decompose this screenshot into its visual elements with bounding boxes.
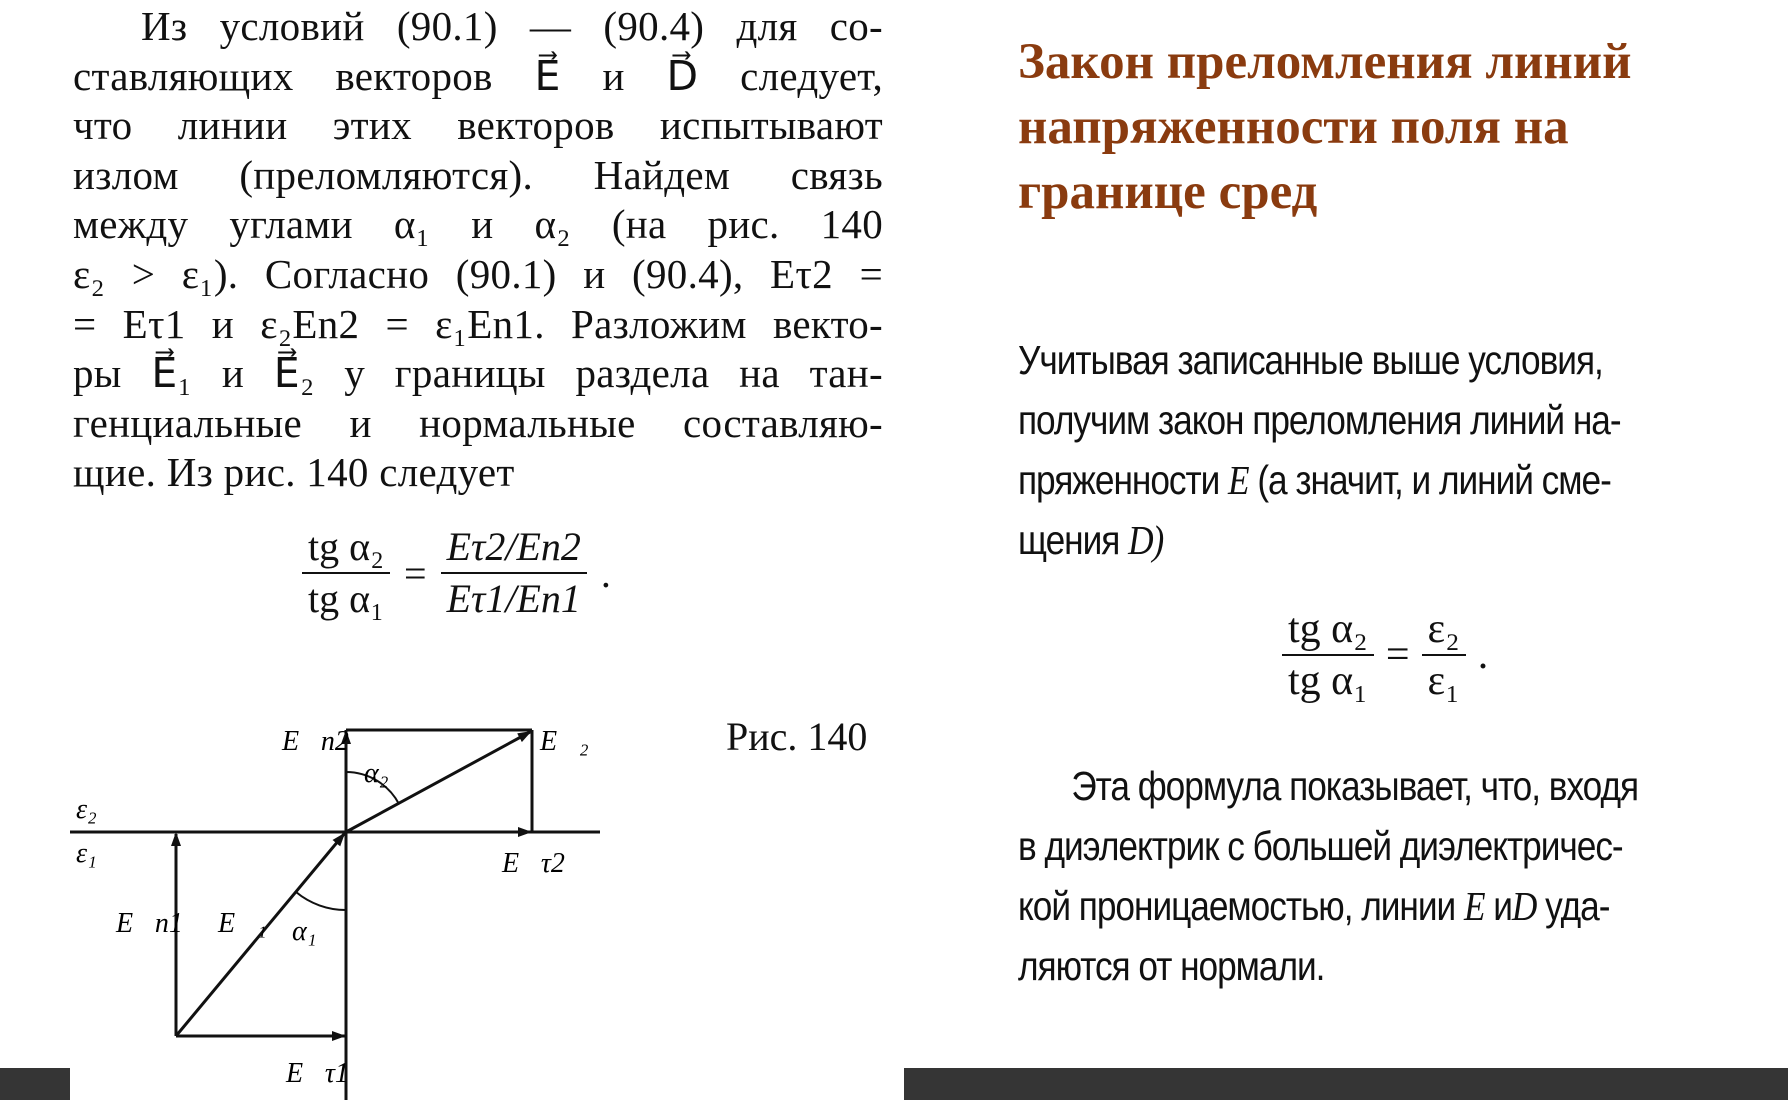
label-eps2: ε₂	[76, 794, 97, 825]
symbol-E-2: E	[1463, 883, 1485, 929]
left-text-line-7: = Eτ1 и ε₂En2 = ε₁En1. Разложим векто-	[73, 300, 883, 347]
label-E2: E⃗₂	[540, 726, 589, 757]
left-text-line-1: Из условий (90.1) — (90.4) для со-	[141, 3, 883, 49]
intro-line-3	[1018, 450, 1653, 510]
left-formula-equals: =	[404, 550, 427, 596]
intro-line-3a: пряженности	[1018, 457, 1220, 503]
left-text-line-5: между углами α₁ и α₂ (на рис. 140	[73, 201, 883, 248]
intro-line-4	[1018, 510, 1653, 570]
symbol-D: D)	[1128, 517, 1164, 563]
intro-line-1: Учитывая записанные выше условия,	[1018, 337, 1603, 383]
conclusion-line-4: ляются от нормали.	[1018, 943, 1325, 989]
refraction-figure	[60, 700, 620, 1100]
left-text-line-9: генциальные и нормальные составляю-	[73, 399, 883, 446]
left-formula-rhs-num: Eτ2/En2	[446, 524, 581, 569]
label-alpha1: α₁	[292, 916, 317, 947]
right-formula-period: .	[1477, 632, 1489, 678]
bottom-bar-left	[0, 1068, 70, 1100]
conclusion-and: и	[1493, 883, 1512, 929]
figure-caption: Рис. 140	[726, 714, 868, 759]
left-text-line-2: ставляющих векторов E⃗ и D⃗ следует,	[73, 52, 883, 99]
label-E1: E⃗₁	[218, 908, 267, 939]
right-formula	[1282, 604, 1488, 706]
left-text-line-3: что линии этих векторов испытывают	[73, 102, 883, 149]
right-formula-lhs-num: tg α₂	[1288, 606, 1368, 652]
conclusion-line-3b: уда-	[1545, 883, 1610, 929]
alpha1-arc	[296, 892, 346, 910]
right-formula-rhs-den: ε₁	[1427, 658, 1460, 704]
right-formula-rhs	[1422, 604, 1466, 706]
title-line-1: Закон преломления линий	[1018, 34, 1632, 90]
bottom-bar-right	[904, 1068, 1788, 1100]
symbol-E: E	[1228, 457, 1249, 503]
label-Et1: E⃗τ1	[286, 1058, 349, 1089]
label-En2: E⃗n2	[282, 726, 349, 757]
right-formula-rhs-num: ε₂	[1427, 606, 1460, 652]
slide-title	[1018, 30, 1778, 225]
left-formula-rhs-den: Eτ1/En1	[446, 576, 581, 621]
right-formula-equals: =	[1385, 632, 1410, 678]
intro-line-3b: (а значит, и линий сме-	[1257, 457, 1611, 503]
label-Et2: E⃗τ2	[502, 848, 565, 879]
right-intro-text	[1018, 330, 1653, 570]
right-conclusion-text	[1018, 756, 1672, 996]
left-text-line-8: ры E⃗₁ и E⃗₂ у границы раздела на тан-	[73, 350, 883, 397]
intro-line-2: получим закон преломления линий на-	[1018, 397, 1621, 443]
symbol-D-2: D	[1511, 883, 1537, 929]
left-text-line-10: щие. Из рис. 140 следует	[73, 449, 515, 496]
label-eps1: ε₁	[76, 838, 97, 869]
conclusion-line-1: Эта формула показывает, что, входя	[1071, 763, 1639, 809]
left-text-line-4: излом (преломляются). Найдем связь	[73, 151, 883, 198]
left-text-line-6: ε₂ > ε₁). Согласно (90.1) и (90.4), Eτ2 =	[73, 250, 883, 297]
left-formula-rhs	[441, 522, 587, 624]
right-formula-lhs-den: tg α₁	[1288, 658, 1368, 704]
left-formula-lhs	[302, 522, 390, 624]
intro-line-4a: щения	[1018, 517, 1120, 563]
conclusion-line-3a: кой проницаемостью, линии	[1018, 883, 1456, 929]
left-formula-lhs-num: tg α₂	[308, 524, 385, 569]
left-formula-lhs-den: tg α₁	[308, 576, 385, 621]
left-formula-period: .	[600, 550, 611, 596]
left-formula	[302, 522, 611, 624]
conclusion-line-2: в диэлектрик с большей диэлектричес-	[1018, 823, 1623, 869]
conclusion-line-3	[1018, 876, 1672, 936]
title-line-3: границе сред	[1018, 164, 1318, 220]
title-line-2: напряженности поля на	[1018, 99, 1569, 155]
left-page-text	[73, 2, 883, 498]
label-alpha2: α₂	[364, 758, 389, 789]
label-En1: E⃗n1	[116, 908, 183, 939]
right-formula-lhs	[1282, 604, 1374, 706]
